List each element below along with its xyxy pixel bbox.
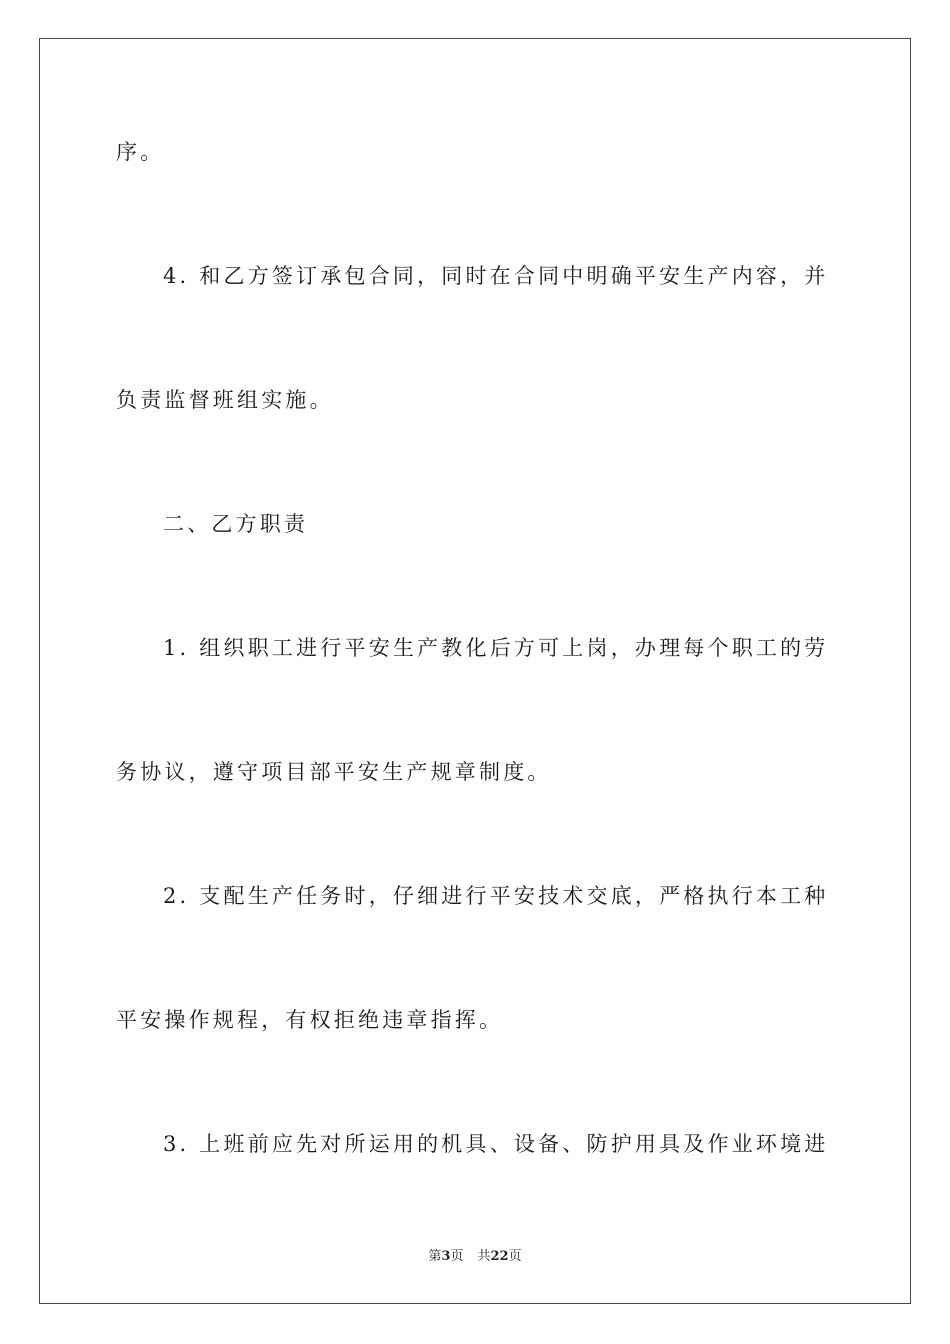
text-line-5: 1. 组织职工进行平安生产教化后方可上岗，办理每个职工的劳 xyxy=(163,636,829,660)
text-line-6: 务协议，遵守项目部平安生产规章制度。 xyxy=(116,760,552,784)
page-prefix: 第 xyxy=(428,1249,442,1264)
text-line-7: 2. 支配生产任务时，仔细进行平安技术交底，严格执行本工种 xyxy=(163,884,829,908)
text-line-3: 负责监督班组实施。 xyxy=(116,388,334,412)
text-line-9: 3. 上班前应先对所运用的机具、设备、防护用具及作业环境进 xyxy=(163,1132,829,1156)
total-suffix: 页 xyxy=(508,1249,522,1264)
page-number: 3 xyxy=(441,1249,451,1264)
text-line-1: 序。 xyxy=(116,140,165,164)
total-prefix: 共 xyxy=(477,1249,491,1264)
total-pages: 22 xyxy=(490,1249,509,1264)
section-heading: 二、乙方职责 xyxy=(163,512,309,536)
page-suffix: 页 xyxy=(450,1249,464,1264)
text-line-2: 4. 和乙方签订承包合同，同时在合同中明确平安生产内容，并 xyxy=(163,264,829,288)
text-line-8: 平安操作规程，有权拒绝违章指挥。 xyxy=(116,1008,504,1032)
page-footer xyxy=(0,1248,950,1266)
page-border xyxy=(39,38,911,1304)
